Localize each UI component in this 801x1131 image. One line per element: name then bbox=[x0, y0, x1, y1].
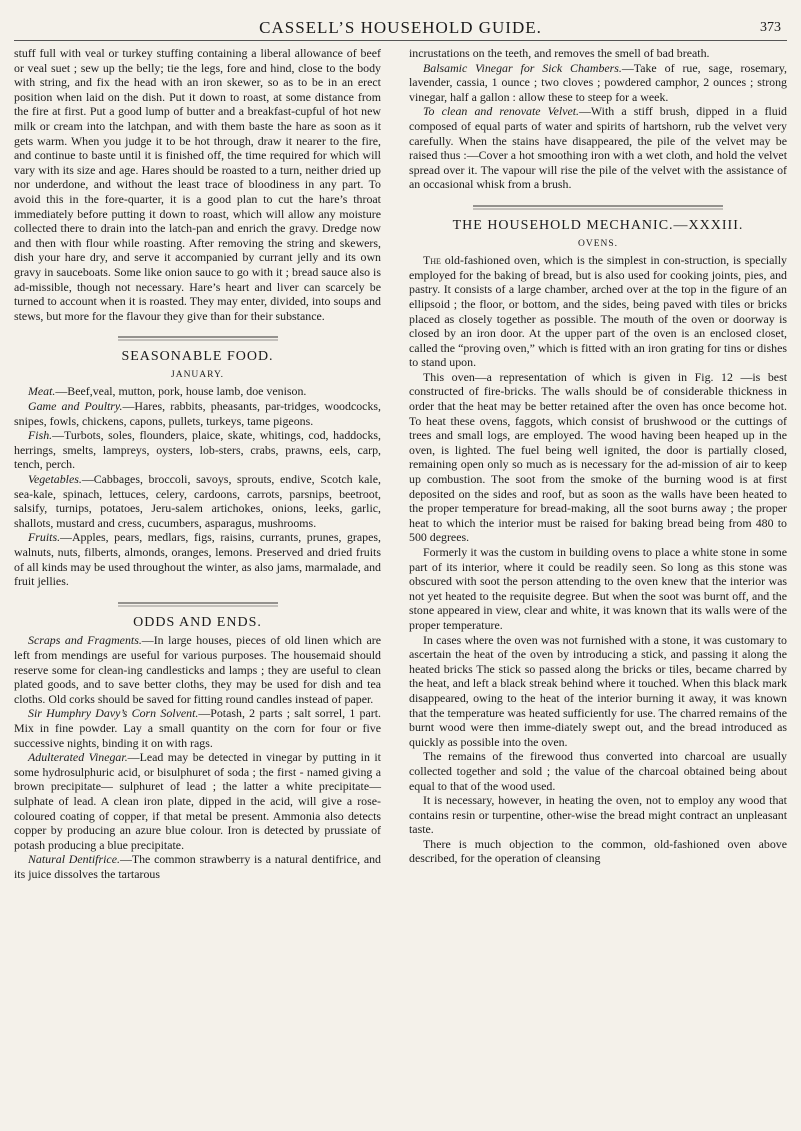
ovens-paragraph-5: The remains of the firewood thus converted into charcoal are usually collected together and sold ; the value of the charcoal obtained being about equal to that of the wood used. bbox=[409, 749, 787, 793]
section-divider bbox=[118, 601, 278, 608]
dentifrice-entry bbox=[14, 852, 381, 881]
vegetables-label: Vegetables. bbox=[28, 472, 82, 487]
fish-label: Fish. bbox=[28, 428, 53, 443]
ovens-paragraph-7: There is much objection to the common, old-fashioned oven above described, for the operation of cleansing bbox=[409, 836, 787, 866]
ovens-paragraph-1 bbox=[409, 253, 787, 370]
scraps-text: —In large houses, pieces of old linen which are left from mendings are useful for various purposes. The housemaid should reserve some for clean-ing candlesticks and lamps ; they are useful to clean plated goods, and to save better cloths, they may be used for dish and tea cloths. Old corks should be saved for fitting round candles instead of paper. bbox=[14, 633, 381, 706]
ovens-paragraph-1-text: old-fashioned oven, which is the simplest in con-struction, is specially employed for the baking of bread, but is also used for cooking joints, pies, and pastry. It consists of a large chamber, arched over at the top in the figure of an ellipsoid ; the floor, or bottom, and the sides, being paved with tiles or bricks placed as closely together as possible. The mouth of the oven or doorway is closed by an iron door. At the upper part of the oven is an enclosed closet, called the “proving oven,” which is fitted with an iron grating for tins or dishes to stand upon. bbox=[409, 253, 787, 370]
scraps-entry bbox=[14, 633, 381, 706]
velvet-text: —With a stiff brush, dipped in a fluid composed of equal parts of water and spirits of hartshorn, rub the velvet very carefully. When the stains have disappeared, the pile of the velvet may be raised thus :—Cover a hot smoothing iron with a wet cloth, and hold the velvet spread over it. The vapour will rise the pile of the velvet with the assistance of an occasional whisk from a brush. bbox=[409, 104, 787, 192]
balsamic-vinegar-label: Balsamic Vinegar for Sick Chambers. bbox=[423, 60, 622, 75]
left-column bbox=[14, 46, 381, 881]
balsamic-vinegar-entry bbox=[409, 61, 787, 105]
section-divider bbox=[473, 204, 723, 211]
vinegar-label: Adulterated Vinegar. bbox=[28, 750, 128, 765]
meat-label: Meat. bbox=[28, 384, 56, 399]
household-mechanic-heading: THE HOUSEHOLD MECHANIC.—XXXIII. bbox=[452, 217, 744, 233]
right-column bbox=[409, 46, 787, 866]
meat-entry bbox=[14, 384, 381, 399]
seasonable-food-heading: SEASONABLE FOOD. bbox=[121, 349, 274, 365]
dentifrice-label: Natural Dentifrice. bbox=[28, 852, 120, 867]
page-number: 373 bbox=[760, 20, 781, 35]
game-text: —Hares, rabbits, pheasants, par-tridges, woodcocks, snipes, fowls, chickens, capons, pullets, turkeys, tame pigeons. bbox=[14, 399, 381, 428]
vinegar-entry bbox=[14, 750, 381, 852]
dentifrice-text: —The common strawberry is a natural dentifrice, and its juice dissolves the tartarous bbox=[14, 852, 382, 881]
ovens-subheading: OVENS. bbox=[577, 238, 619, 249]
month-subheading: JANUARY. bbox=[171, 369, 224, 380]
ovens-paragraph-4: In cases where the oven was not furnished with a stone, it was customary to ascertain the heat of the oven by introducing a stick, and passing it along the heated bricks The stick so passed along the bricks or tiles, became charred by the heat, and left a black streak behind where it touched. When this black mark disappeared, owing to the heat of the interior burning it away, it was known that the temperature was heated sufficiently for use. The charred remains of the burnt wood were then imme-diately swept out, and the bread introduced as quickly as possible into the oven. bbox=[409, 632, 787, 749]
balsamic-vinegar-text: —Take of rue, sage, rosemary, lavender, cassia, 1 ounce ; two cloves ; powdered camphor, 2 ounces ; strong vinegar, half a gallon : allow these to steep for a week. bbox=[409, 60, 787, 104]
fish-text: —Turbots, soles, flounders, plaice, skate, whitings, cod, haddocks, herrings, smelts, lampreys, oysters, lob-sters, crabs, prawns, eels, carp, tench, perch. bbox=[14, 428, 381, 472]
header-rule bbox=[14, 40, 787, 41]
running-title: CASSELL’S HOUSEHOLD GUIDE. bbox=[259, 18, 542, 37]
page-header bbox=[14, 14, 787, 48]
corn-solvent-entry bbox=[14, 706, 381, 750]
vegetables-entry bbox=[14, 472, 381, 530]
odds-and-ends-heading: ODDS AND ENDS. bbox=[133, 614, 262, 630]
ovens-paragraph-3: Formerly it was the custom in building ovens to place a white stone in some part of its interior, where it could be readily seen. So long as this stone was obscured with soot the person attending to the oven knew that the interior was not yet heated to the requisite degree. But when the soot was burnt off, and the stone appeared in view, clear and white, it was known that its walls were of the proper temperature. bbox=[409, 545, 787, 632]
fruits-entry bbox=[14, 530, 381, 588]
ovens-paragraph-6: It is necessary, however, in heating the oven, not to employ any wood that contains resin or turpentine, other-wise the bread might contract an unpleasant taste. bbox=[409, 793, 787, 837]
ovens-paragraph-2: This oven—a representation of which is given in Fig. 12 —is best constructed of fire-bricks. The walls should be of considerable thickness in order that the heat may be better retained after the oven has once become hot. To heat these ovens, faggots, which consist of brushwood or the cuttings of trees and small logs, are employed. The wood having been heaped up in the oven, is lighted. The fuel being well ignited, the door is partially closed, remaining open only so much as is necessary for the ad-mission of air to keep up combustion. The soot from the smoke of the burning wood is at first deposited on the sides and roof, but as soon as the walls have been heated to the proper temperature for bread-making, all the soot burns away ; the proper heat to which the interior must be raised for baking bread being from 480 to 500 degrees. bbox=[409, 369, 787, 545]
fish-entry bbox=[14, 428, 381, 472]
fruits-label: Fruits. bbox=[28, 530, 61, 545]
velvet-label: To clean and renovate Velvet. bbox=[423, 104, 580, 119]
corn-solvent-label: Sir Humphry Davy’s Corn Solvent. bbox=[28, 706, 199, 721]
fruits-text: —Apples, pears, medlars, figs, raisins, currants, prunes, grapes, walnuts, nuts, filberts, almonds, oranges, lemons. Preserved and dried fruits of all kinds may be used throughout the winter, as also jams, marmalade, and fruit jellies. bbox=[14, 530, 381, 589]
velvet-entry bbox=[409, 104, 787, 192]
corn-solvent-text: —Potash, 2 parts ; salt sorrel, 1 part. Mix in fine powder. Lay a small quantity on the corn for four or five successive nights, binding it on with rags. bbox=[14, 706, 381, 750]
meat-text: —Beef,veal, mutton, pork, house lamb, doe venison. bbox=[55, 384, 307, 399]
scraps-label: Scraps and Fragments. bbox=[28, 633, 142, 648]
game-label: Game and Poultry. bbox=[28, 399, 123, 414]
vegetables-text: —Cabbages, broccoli, savoys, sprouts, endive, Scotch kale, sea-kale, spinach, lettuces, celery, cardoons, carrots, parsnips, beetroot, salsify, turnips, potatoes, Jeru-salem artichokes, onions, leeks, garlic, shallots, mustard and cress, cucumbers, asparagus, mushrooms. bbox=[14, 472, 381, 530]
lead-word: The bbox=[423, 253, 441, 268]
dentifrice-continuation: incrustations on the teeth, and removes the smell of bad breath. bbox=[409, 46, 710, 60]
hare-roasting-paragraph: stuff full with veal or turkey stuffing containing a liberal allowance of beef or veal suet ; sew up the belly; tie the legs, fore and hind, close to the body with string, and fix the head with an iron skewer, so as to be in an erect position when laid on the dish. Put it down to roast, at some distance from the fire at first. Put a good lump of butter and a breakfast-cupful of hot new milk or cream into the latchpan, and with them baste the hare as soon as it gets warm. When you judge it to be hot through, draw it nearer to the fire, and continue to baste until it is finished off, the time required for which will vary with its size and age. Hares should be roasted to a turn, neither dried up nor underdone, and without the least trace of bloodiness in any part. To avoid this in the fore-quarter, it is a good plan to cut the hare’s throat immediately before putting it down to roast, which will allow any moisture collected there to drain into the latch-pan and enrich the gravy. Dredge now and then with flour while roasting. After removing the string and skewers, dish your hare dry, and serve it accompanied by currant jelly and its own gravy in sauceboats. Some like onion sauce to go with it ; bread sauce also is ad-missible, though not necessary. Hare’s heart and liver can scarcely be turned to account when it is roasted. They may enter, divided, into soups and stews, but more for the flavour they give than for their substance. bbox=[14, 46, 381, 323]
vinegar-text: —Lead may be detected in vinegar by putting in it some hydrosulphuric acid, or bisulphuret of soda ; the first - named giving a brown precipitate— sulphuret of lead ; the latter a white precipitate— sulphate of lead. A clean iron plate, dipped in the acid, will give a rose-coloured coating of copper, if that metal be present. Ammonia also detects copper by producing an azure blue colour. Iron is detected by prussiate of potash producing a blue precipitate. bbox=[14, 750, 381, 852]
section-divider bbox=[118, 335, 278, 342]
game-entry bbox=[14, 399, 381, 428]
